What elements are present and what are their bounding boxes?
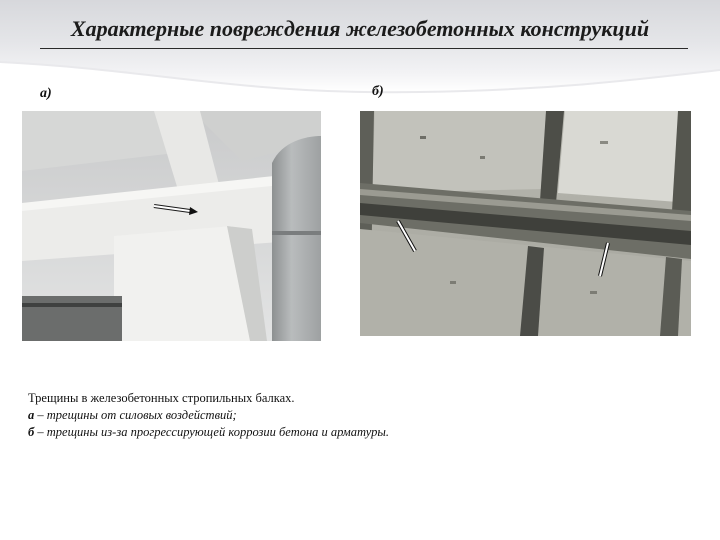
header-swoosh [0,0,720,100]
caption-line-a [28,407,688,424]
caption-lead-a: а [28,408,35,422]
caption-line-b [28,424,688,441]
photo-beam-cracks-corrosion [360,111,691,336]
title-underline [40,48,688,49]
caption-lead-b: б [28,425,35,439]
slide-title: Характерные повреждения железобетонных конструкций [70,16,650,41]
panel-label-a: а) [40,86,52,101]
caption-text-b: – трещины из-за прогрессирующей коррозии бетона и арматуры. [34,425,389,439]
figure-caption [28,390,688,441]
panel-label-b: б) [372,84,384,99]
caption-text-a: – трещины от силовых воздействий; [34,408,237,422]
photo-beam-cracks-load [22,111,321,341]
caption-line-1: Трещины в железобетонных стропильных балках. [28,391,295,405]
